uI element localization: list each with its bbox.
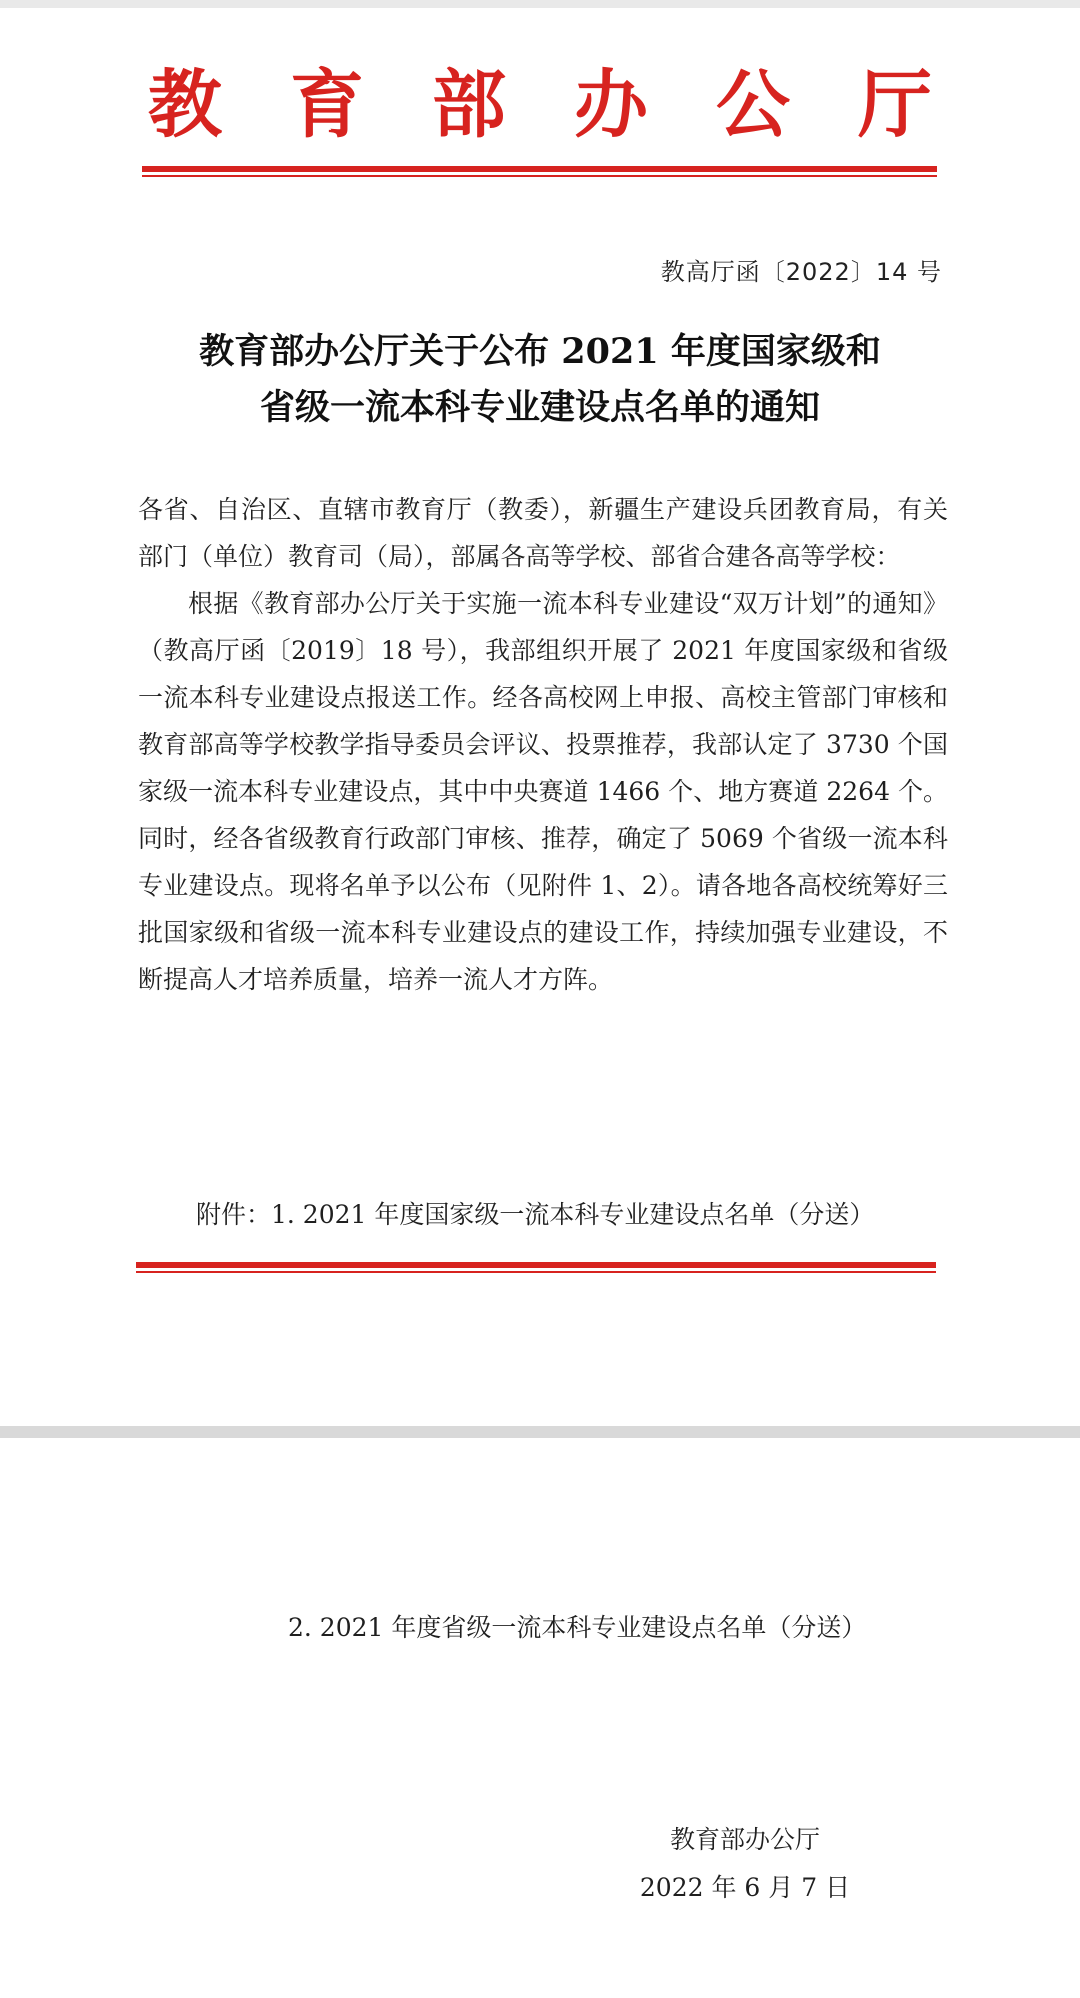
top-strip bbox=[0, 0, 1080, 8]
footer-red-rule bbox=[136, 1262, 936, 1273]
document-title bbox=[100, 324, 980, 436]
letterhead-char: 教 bbox=[148, 62, 222, 148]
document-page-1 bbox=[0, 8, 1080, 1426]
letterhead-char: 公 bbox=[716, 62, 790, 148]
attachment-item-2: 2. 2021 年度省级一流本科专业建设点名单（分送） bbox=[288, 1613, 867, 1642]
document-body bbox=[138, 486, 948, 1003]
letterhead-red-rule bbox=[142, 166, 937, 177]
letterhead-char: 部 bbox=[432, 62, 506, 148]
title-line-1: 教育部办公厅关于公布 2021 年度国家级和 bbox=[199, 331, 881, 372]
attachment-item-1: 附件：1. 2021 年度国家级一流本科专业建设点名单（分送） bbox=[196, 1200, 875, 1229]
letterhead-char: 厅 bbox=[858, 62, 932, 148]
document-page-2 bbox=[0, 1438, 1080, 1998]
signature-block bbox=[635, 1816, 855, 1912]
issuer-name: 教育部办公厅 bbox=[669, 1825, 820, 1854]
document-number: 教高厅函〔2022〕14 号 bbox=[660, 258, 942, 286]
letterhead bbox=[140, 60, 940, 150]
salutation: 各省、自治区、直辖市教育厅（教委），新疆生产建设兵团教育局，有关部门（单位）教育司（局），部属各高等学校、部省合建各高等学校： bbox=[138, 495, 948, 571]
issue-date: 2022 年 6 月 7 日 bbox=[639, 1873, 851, 1902]
letterhead-char: 育 bbox=[290, 62, 364, 148]
body-paragraph: 根据《教育部办公厅关于实施一流本科专业建设“双万计划”的通知》（教高厅函〔2019〕18 号），我部组织开展了 2021 年度国家级和省级一流本科专业建设点报送工作。经各高校网上申报、高校主管部门审核和教育部高等学校教学指导委员会评议、投票推荐，我部认定了 3730 个国家级一流本科专业建设点，其中中央赛道 1466 个、地方赛道 2264 个。同时，经各省级教育行政部门审核、推荐，确定了 5069 个省级一流本科专业建设点。现将名单予以公布（见附件 1、2）。请各地各高校统筹好三批国家级和省级一流本科专业建设点的建设工作，持续加强专业建设，不断提高人才培养质量，培养一流人才方阵。 bbox=[138, 589, 948, 994]
letterhead-char: 办 bbox=[574, 62, 648, 148]
page-separator bbox=[0, 1426, 1080, 1438]
title-line-2: 省级一流本科专业建设点名单的通知 bbox=[259, 387, 820, 428]
